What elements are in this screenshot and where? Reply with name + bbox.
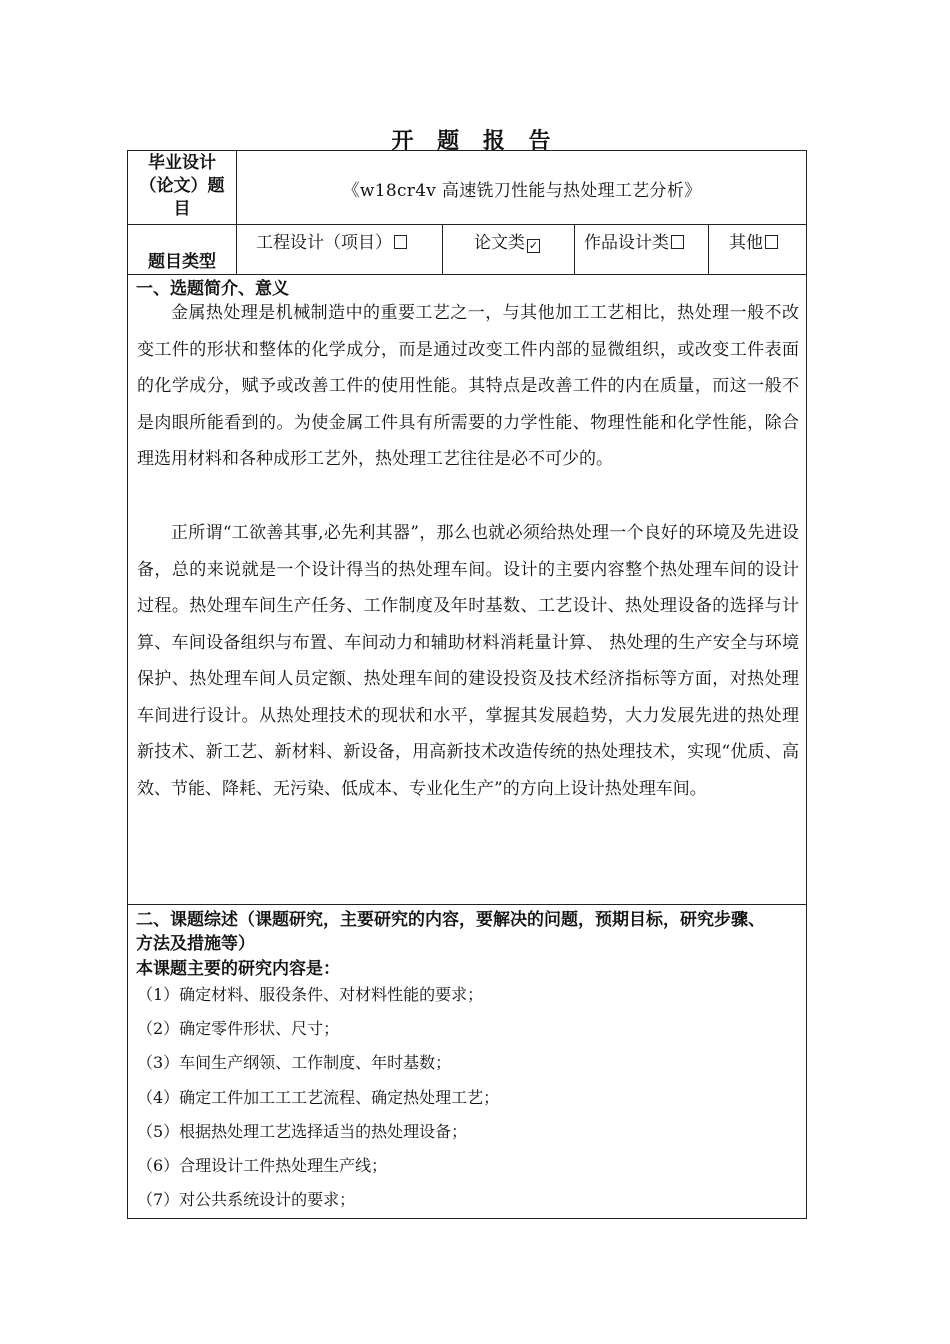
type-option-label: 作品设计类 (584, 233, 669, 253)
topic-label-line: （论文）题 (139, 176, 225, 196)
type-option-work[interactable] (584, 228, 684, 253)
type-option-label: 工程设计（项目） (256, 233, 392, 253)
section1-paragraph: 正所谓“工欲善其事,必先利其器”，那么也就必须给热处理一个良好的环境及先进设备，总的来说就是一个设计得当的热处理车间。设计的主要内容整个热处理车间的设计过程。热处理车间生产任务、工作制度及年时基数、工艺设计、热处理设备的选择与计算、车间设备组织与布置、车间动力和辅助材料消耗量计算、 热处理的生产安全与环境保护、热处理车间人员定额、热处理车间的建设投资及技术经济指标等方面，对热处理车间进行设计。从热处理技术的现状和水平，掌握其发展趋势，大力发展先进的热处理新技术、新工艺、新材料、新设备，用高新技术改造传统的热处理技术，实现“优质、高效、节能、降耗、无污染、低成本、专业化生产”的方向上设计热处理车间。 (137, 523, 799, 799)
list-item: （6）合理设计工件热处理生产线； (137, 1155, 388, 1175)
type-label: 题目类型 (148, 252, 216, 272)
type-option-thesis[interactable] (474, 228, 540, 253)
section1-heading: 一、选题简介、意义 (136, 279, 289, 299)
type-option-label: 其他 (729, 233, 763, 253)
list-item: （2）确定零件形状、尺寸； (137, 1019, 340, 1039)
row-divider-topic (127, 224, 807, 225)
type-option-label: 论文类 (474, 233, 525, 253)
checkbox-empty-icon[interactable] (765, 235, 778, 249)
page-title: 开 题 报 告 (391, 129, 559, 154)
topic-value: 《w18cr4v 高速铣刀性能与热处理工艺分析》 (342, 181, 702, 201)
section2-heading (136, 908, 806, 956)
list-item: （1）确定材料、服役条件、对材料性能的要求； (137, 985, 484, 1004)
topic-label-line: 目 (173, 199, 191, 219)
list-item: （3）车间生产纲领、工作制度、年时基数； (137, 1053, 452, 1073)
type-option-other[interactable] (729, 228, 778, 253)
row-divider-section1 (127, 904, 807, 905)
section2-subheading: 本课题主要的研究内容是： (136, 959, 340, 979)
col-divider-label (236, 150, 237, 274)
checkbox-empty-icon[interactable] (394, 235, 407, 249)
section1-paragraph: 金属热处理是机械制造中的重要工艺之一，与其他加工工艺相比，热处理一般不改变工件的形状和整体的化学成分，而是通过改变工件内部的显微组织，或改变工件表面的化学成分，赋予或改善工件的使用性能。其特点是改善工件的内在质量，而这一般不是肉眼所能看到的。为使金属工件具有所需要的力学性能、物理性能和化学性能，除合理选用材料和各种成形工艺外，热处理工艺往往是必不可少的。 (137, 303, 799, 469)
research-content-list (137, 978, 499, 1217)
topic-label (128, 152, 236, 221)
checkbox-checked-icon[interactable]: ✓ (528, 239, 539, 252)
row-divider-type (127, 274, 807, 275)
type-option-engineering[interactable] (256, 228, 407, 253)
col-divider-type-2 (574, 224, 575, 274)
list-item: （5）根据热处理工艺选择适当的热处理设备； (137, 1121, 468, 1141)
topic-label-line: 毕业设计 (148, 153, 216, 173)
list-item: （4）确定工件加工工工艺流程、确定热处理工艺； (137, 1087, 500, 1107)
section2-heading-line: 方法及措施等） (136, 934, 255, 954)
section2-heading-line: 二、课题综述（课题研究，主要研究的内容，要解决的问题，预期目标，研究步骤、 (136, 910, 765, 930)
col-divider-type-3 (708, 224, 709, 274)
checkbox-empty-icon[interactable] (671, 235, 684, 249)
col-divider-type-1 (442, 224, 443, 274)
list-item: （7）对公共系统设计的要求； (137, 1190, 356, 1210)
